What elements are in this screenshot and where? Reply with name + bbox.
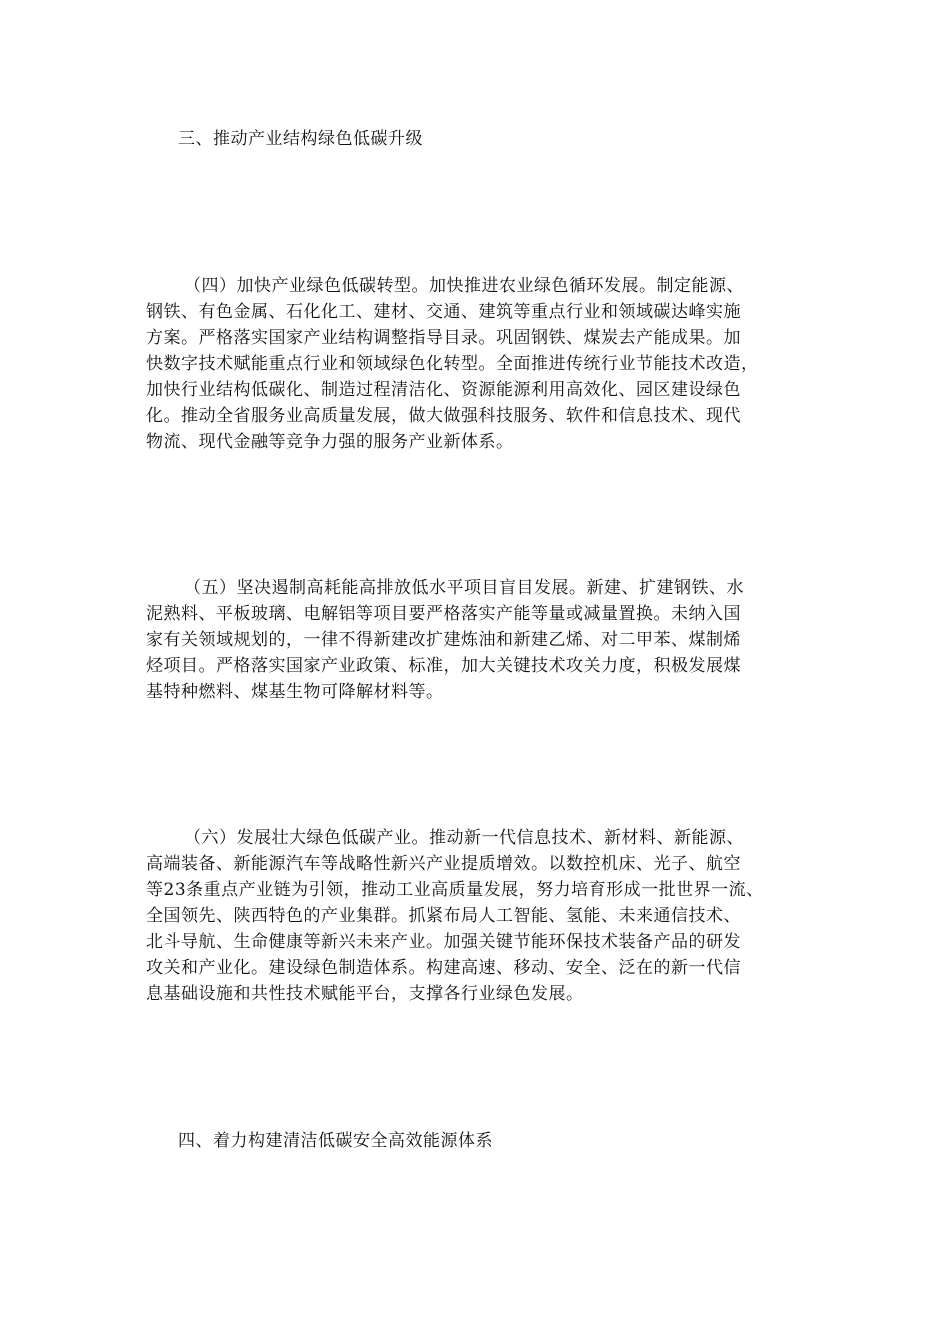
paragraph-line: 物流、现代金融等竞争力强的服务产业新体系。 (146, 432, 514, 452)
paragraph-line: 泥熟料、平板玻璃、电解铝等项目要严格落实产能等量或减量置换。未纳入国 (146, 604, 741, 624)
paragraph-line: 北斗导航、生命健康等新兴未来产业。加强关键节能环保技术装备产品的研发 (146, 932, 741, 952)
section-heading-three: 三、推动产业结构绿色低碳升级 (178, 129, 423, 149)
paragraph-six (146, 825, 826, 1007)
paragraph-four (146, 273, 826, 455)
paragraph-line: 方案。严格落实国家产业结构调整指导目录。巩固钢铁、煤炭去产能成果。加 (146, 328, 741, 348)
paragraph-line: 基特种燃料、煤基生物可降解材料等。 (146, 682, 444, 702)
paragraph-line: 钢铁、有色金属、石化化工、建材、交通、建筑等重点行业和领域碳达峰实施 (146, 302, 741, 322)
paragraph-five (146, 575, 826, 705)
paragraph-line: 攻关和产业化。建设绿色制造体系。构建高速、移动、安全、泛在的新一代信 (146, 958, 741, 978)
paragraph-line: 高端装备、新能源汽车等战略性新兴产业提质增效。以数控机床、光子、航空 (146, 854, 741, 874)
paragraph-line: 家有关领域规划的，一律不得新建改扩建炼油和新建乙烯、对二甲苯、煤制烯 (146, 630, 741, 650)
paragraph-line: （六）发展壮大绿色低碳产业。推动新一代信息技术、新材料、新能源、 (184, 828, 744, 848)
paragraph-line: （五）坚决遏制高耗能高排放低水平项目盲目发展。新建、扩建钢铁、水 (184, 578, 744, 598)
paragraph-line: 快数字技术赋能重点行业和领域绿色化转型。全面推进传统行业节能技术改造， (146, 354, 759, 374)
paragraph-line: 化。推动全省服务业高质量发展，做大做强科技服务、软件和信息技术、现代 (146, 406, 741, 426)
section-heading-four: 四、着力构建清洁低碳安全高效能源体系 (178, 1131, 493, 1151)
paragraph-line: 烃项目。严格落实国家产业政策、标准，加大关键技术攻关力度，积极发展煤 (146, 656, 741, 676)
paragraph-line: 全国领先、陕西特色的产业集群。抓紧布局人工智能、氢能、未来通信技术、 (146, 906, 741, 926)
paragraph-line: 息基础设施和共性技术赋能平台，支撑各行业绿色发展。 (146, 984, 584, 1004)
paragraph-line: （四）加快产业绿色低碳转型。加快推进农业绿色循环发展。制定能源、 (184, 276, 744, 296)
paragraph-line: 等23条重点产业链为引领，推动工业高质量发展，努力培育形成一批世界一流、 (146, 880, 764, 900)
paragraph-line: 加快行业结构低碳化、制造过程清洁化、资源能源利用高效化、园区建设绿色 (146, 380, 741, 400)
